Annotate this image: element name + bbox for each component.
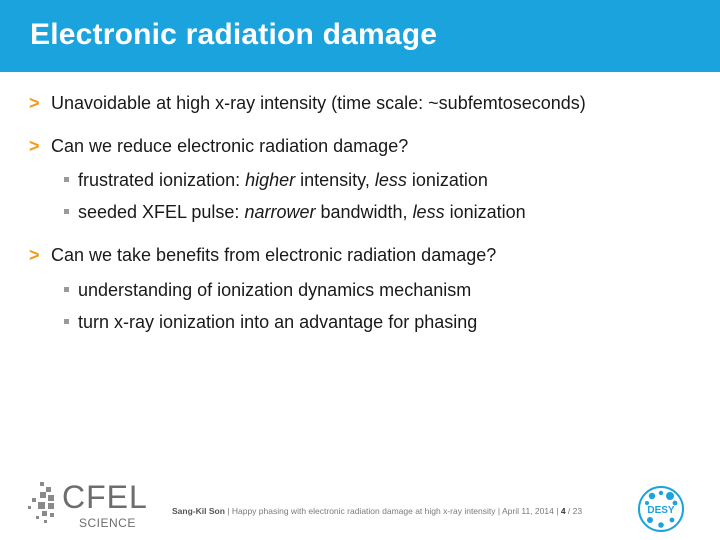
sub-emphasis: higher [245, 170, 296, 190]
sub-emphasis: less [374, 170, 407, 190]
footer-separator: | [227, 506, 230, 516]
sub-bullet-2-1 [64, 170, 488, 191]
square-bullet-icon [64, 319, 69, 324]
bullet-2 [29, 136, 408, 157]
bullet-marker: > [29, 93, 40, 113]
square-bullet-icon [64, 287, 69, 292]
sub-text: bandwidth, [315, 202, 413, 222]
desy-logo-text: DESY [647, 505, 675, 516]
slide-title: Electronic radiation damage [30, 18, 438, 51]
sub-emphasis: narrower [244, 202, 316, 222]
bullet-3 [29, 245, 496, 266]
sub-bullet-3-2 [64, 312, 477, 333]
footer-author: Sang-Kil Son [172, 506, 225, 516]
bullet-marker: > [29, 136, 40, 156]
sub-text: seeded XFEL pulse: [78, 202, 245, 222]
bullet-text: Can we take benefits from electronic radiation damage? [51, 245, 497, 265]
footer-talk-title: Happy phasing with electronic radiation damage at high x-ray intensity [231, 506, 496, 516]
bullet-marker: > [29, 245, 40, 265]
sub-text: understanding of ionization dynamics mechanism [78, 280, 472, 300]
sub-text: frustrated ionization: [78, 170, 246, 190]
bullet-1 [29, 93, 586, 114]
footer-separator: | [497, 506, 501, 516]
title-bar [0, 0, 720, 72]
sub-bullet-2-2 [64, 202, 526, 223]
sub-text: intensity, [295, 170, 375, 190]
footer-date: April 11, 2014 [502, 506, 554, 516]
bullet-text: Can we reduce electronic radiation damage? [51, 136, 409, 156]
cfel-logo-subtext: SCIENCE [79, 516, 136, 530]
footer-separator: | [556, 506, 559, 516]
cfel-logo-text: CFEL [62, 479, 148, 515]
footer-page-total: / 23 [567, 506, 583, 516]
bullet-text: Unavoidable at high x-ray intensity (time scale: ~subfemtoseconds) [51, 93, 586, 113]
sub-bullet-3-1 [64, 280, 471, 301]
square-bullet-icon [64, 177, 69, 182]
square-bullet-icon [64, 209, 69, 214]
sub-text: turn x-ray ionization into an advantage for phasing [78, 312, 478, 332]
sub-text: ionization [406, 170, 488, 190]
slide-footer [172, 506, 582, 516]
sub-text: ionization [444, 202, 526, 222]
footer-page-number: 4 [560, 506, 566, 516]
sub-emphasis: less [412, 202, 445, 222]
